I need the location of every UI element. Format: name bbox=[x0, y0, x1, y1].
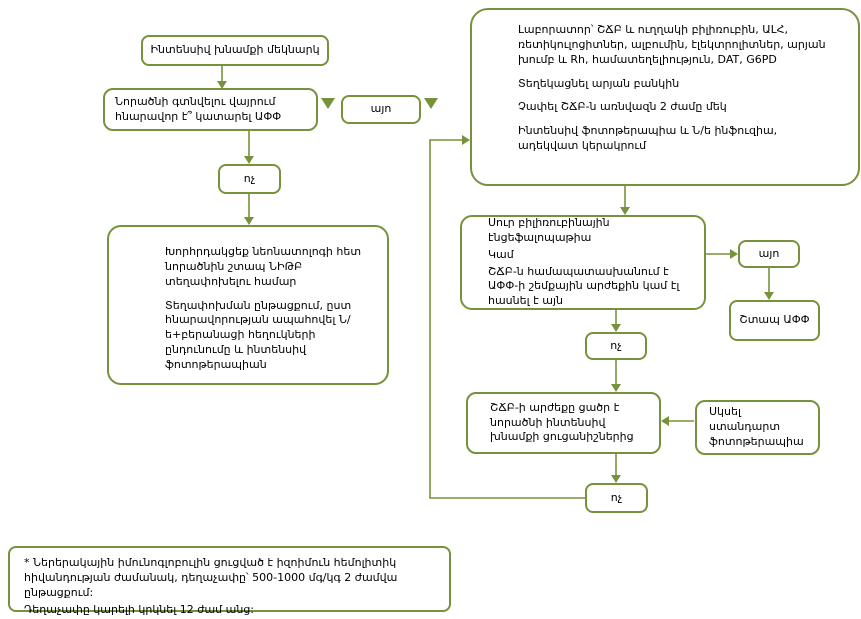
node-standard-phototherapy-label: Սկսել ստանդարտ ֆոտոթերապիա bbox=[709, 405, 804, 448]
arrowhead-no3-loop-lab bbox=[462, 135, 470, 145]
node-question-app bbox=[103, 88, 318, 131]
node-urgent-exchange bbox=[729, 300, 820, 341]
node-no-1-label: ոչ bbox=[243, 171, 256, 185]
footnote-box bbox=[8, 546, 451, 616]
node-no-2-label: ոչ bbox=[610, 338, 622, 352]
arrowhead-question-yes1 bbox=[321, 98, 335, 109]
node-yes-1-label: այո bbox=[370, 102, 392, 116]
node-no-3 bbox=[585, 483, 648, 513]
node-encephalopathy-text-1: Սուր բիլիռուբինային էնցեֆալոպաթիա bbox=[488, 215, 610, 244]
arrowhead-yes1-lab bbox=[424, 98, 438, 109]
arrowhead-lowvalue-no3 bbox=[611, 475, 621, 483]
node-encephalopathy bbox=[460, 215, 706, 310]
arrowhead-standard-lowvalue bbox=[661, 416, 669, 426]
arrowhead-no1-transfer bbox=[244, 217, 254, 225]
node-urgent-exchange-label: Շտապ ԱՓՓ bbox=[739, 313, 810, 327]
footnote-text-2: Դեղաչափը կարելի կրկնել 12 ժամ անց: bbox=[24, 602, 254, 616]
node-yes-2-label: այո bbox=[758, 246, 780, 260]
node-encephalopathy-text-3: ՇՃԲ-ն համապատասխանում է ԱՓՓ-ի շեմքային արժեքին կամ էլ հասնել է այն bbox=[488, 264, 680, 308]
arrowhead-lab-encephalopathy bbox=[620, 207, 630, 215]
arrowhead-encephalopathy-no2 bbox=[611, 324, 621, 332]
node-transfer-text-1: Խորհրդակցեք նեոնատոլոգի հետ նորածնին շտապ ՆԻԹԲ տեղափոխելու համար bbox=[165, 245, 362, 288]
node-no-2 bbox=[585, 332, 647, 360]
node-lab-orders-text-2: Տեղեկացնել արյան բանկին bbox=[518, 76, 680, 90]
node-lab-orders-text-3: Չափել ՇՃԲ-ն առնվազն 2 ժամը մեկ bbox=[518, 100, 727, 114]
node-start bbox=[141, 35, 329, 66]
node-transfer-text-2: Տեղափոխման ընթացքում, ըստ հնարավորության ապահովել Ն/ե+բերանացի հեղուկների ընդունումը և ինտենսիվ ֆոտոթերապիան bbox=[165, 298, 352, 371]
footnote-text-1: * Ներերակային իմունոգլոբուլին ցուցված է իզոիմուն հեմոլիտիկ հիվանդության ժամանակ, դեղաչափը՝ 500-1000 մգ/կգ 2 ժամվա ընթացքում: bbox=[24, 556, 398, 599]
node-standard-phototherapy bbox=[695, 400, 820, 455]
node-question-app-label: Նորածնի գտնվելու վայրում հնարավոր է՞ կատարել ԱՓՓ bbox=[115, 94, 282, 123]
arrowhead-encephalopathy-yes2 bbox=[730, 249, 738, 259]
node-no-1 bbox=[218, 164, 281, 194]
node-lab-orders-text-1: Լաբորատոր՝ ՇՃԲ և ուղղակի բիլիռուբին, ԱԼՀ, ռետիկուլոցիտներ, ալբումին, էլեկտրոլիտներ, արյան խումբ և Rh, համատեղելիություն, DAT, G6PD bbox=[518, 23, 826, 66]
node-low-value bbox=[466, 392, 661, 454]
node-yes-1 bbox=[341, 95, 421, 124]
arrowhead-no2-lowvalue bbox=[611, 384, 621, 392]
node-encephalopathy-text-2: Կամ bbox=[488, 247, 514, 261]
node-no-3-label: ոչ bbox=[610, 490, 623, 504]
node-low-value-label: ՇՃԲ-ի արժեքը ցածր է նորածնի ինտենսիվ խնամքի ցուցանիշներից bbox=[490, 400, 634, 444]
arrowhead-yes2-urgent bbox=[764, 292, 774, 300]
node-lab-orders bbox=[470, 8, 860, 186]
node-yes-2 bbox=[738, 240, 800, 268]
node-start-label: Ինտենսիվ խնամքի մեկնարկ bbox=[150, 43, 320, 57]
node-transfer bbox=[107, 225, 389, 385]
node-lab-orders-text-4: Ինտենսիվ ֆոտոթերապիա և Ն/ե ինֆուզիա, ադեկվատ կերակրում bbox=[518, 124, 778, 153]
arrowhead-question-no1 bbox=[244, 156, 254, 164]
